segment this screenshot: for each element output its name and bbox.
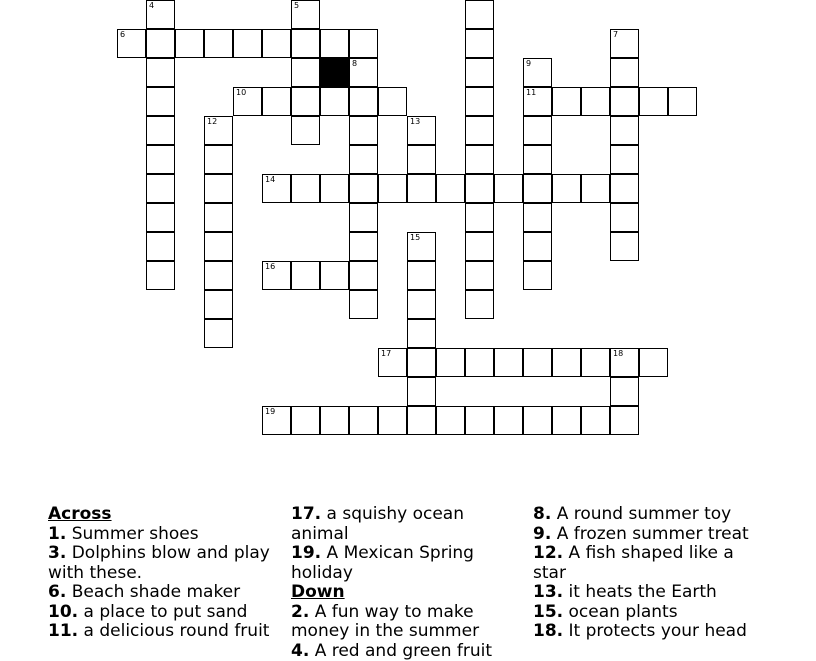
grid-cell[interactable] bbox=[407, 377, 436, 406]
grid-cell[interactable] bbox=[262, 261, 291, 290]
clue-number: 8 bbox=[352, 59, 357, 69]
grid-cell[interactable] bbox=[291, 406, 320, 435]
clue-number: 18 bbox=[613, 349, 623, 359]
grid-cell[interactable] bbox=[552, 87, 581, 116]
grid-cell[interactable] bbox=[204, 232, 233, 261]
clue-down-15: 15. ocean plants bbox=[533, 603, 768, 623]
grid-cell[interactable] bbox=[465, 406, 494, 435]
grid-cell[interactable] bbox=[146, 203, 175, 232]
grid-cell[interactable] bbox=[349, 203, 378, 232]
grid-cell[interactable] bbox=[349, 261, 378, 290]
grid-cell[interactable] bbox=[349, 87, 378, 116]
grid-cell[interactable] bbox=[465, 0, 494, 29]
grid-cell[interactable] bbox=[523, 261, 552, 290]
grid-cell[interactable] bbox=[523, 406, 552, 435]
grid-cell[interactable] bbox=[320, 87, 349, 116]
grid-cell[interactable] bbox=[639, 348, 668, 377]
grid-cell[interactable] bbox=[494, 174, 523, 203]
grid-cell[interactable] bbox=[523, 348, 552, 377]
clue-number: 11 bbox=[526, 88, 536, 98]
grid-cell[interactable] bbox=[146, 174, 175, 203]
clue-down-13: 13. it heats the Earth bbox=[533, 583, 768, 603]
grid-cell[interactable] bbox=[610, 232, 639, 261]
clues-column-1 bbox=[48, 505, 283, 642]
black-square bbox=[320, 58, 349, 87]
grid-cell[interactable] bbox=[465, 203, 494, 232]
grid-cell[interactable] bbox=[465, 290, 494, 319]
clue-number: 12 bbox=[207, 117, 217, 127]
clue-down-18: 18. It protects your head bbox=[533, 622, 768, 642]
clue-across-19: 19. A Mexican Spring holiday bbox=[291, 544, 526, 583]
grid-cell[interactable] bbox=[581, 406, 610, 435]
grid-cell[interactable] bbox=[320, 29, 349, 58]
grid-cell[interactable] bbox=[320, 406, 349, 435]
grid-cell[interactable] bbox=[639, 87, 668, 116]
grid-cell[interactable] bbox=[146, 87, 175, 116]
grid-cell[interactable] bbox=[523, 116, 552, 145]
grid-cell[interactable] bbox=[465, 145, 494, 174]
grid-cell[interactable] bbox=[204, 203, 233, 232]
grid-cell[interactable] bbox=[146, 58, 175, 87]
clue-across-3: 3. Dolphins blow and play with these. bbox=[48, 544, 283, 583]
clue-number: 16 bbox=[265, 262, 275, 272]
grid-cell[interactable] bbox=[146, 261, 175, 290]
grid-cell[interactable] bbox=[320, 261, 349, 290]
grid-cell[interactable] bbox=[320, 174, 349, 203]
grid-cell[interactable] bbox=[581, 348, 610, 377]
grid-cell[interactable] bbox=[349, 29, 378, 58]
clue-number: 10 bbox=[236, 88, 246, 98]
clue-across-1: 1. Summer shoes bbox=[48, 525, 283, 545]
clues-column-3 bbox=[533, 505, 768, 642]
grid-cell[interactable] bbox=[610, 29, 639, 58]
grid-cell[interactable] bbox=[378, 348, 407, 377]
clue-number: 4 bbox=[149, 1, 154, 11]
clue-across-6: 6. Beach shade maker bbox=[48, 583, 283, 603]
grid-cell[interactable] bbox=[291, 87, 320, 116]
grid-cell[interactable] bbox=[407, 174, 436, 203]
grid-cell[interactable] bbox=[436, 348, 465, 377]
clue-across-10: 10. a place to put sand bbox=[48, 603, 283, 623]
grid-cell[interactable] bbox=[610, 58, 639, 87]
grid-cell[interactable] bbox=[523, 232, 552, 261]
grid-cell[interactable] bbox=[436, 406, 465, 435]
grid-cell[interactable] bbox=[204, 29, 233, 58]
grid-cell[interactable] bbox=[349, 58, 378, 87]
grid-cell[interactable] bbox=[523, 203, 552, 232]
grid-cell[interactable] bbox=[146, 29, 175, 58]
grid-cell[interactable] bbox=[465, 348, 494, 377]
grid-cell[interactable] bbox=[465, 87, 494, 116]
grid-cell[interactable] bbox=[668, 87, 697, 116]
grid-cell[interactable] bbox=[349, 290, 378, 319]
clue-number: 7 bbox=[613, 30, 618, 40]
grid-cell[interactable] bbox=[146, 145, 175, 174]
clue-number: 14 bbox=[265, 175, 275, 185]
grid-cell[interactable] bbox=[465, 232, 494, 261]
grid-cell[interactable] bbox=[291, 29, 320, 58]
grid-cell[interactable] bbox=[610, 87, 639, 116]
down-heading: Down bbox=[291, 583, 526, 603]
clue-down-9: 9. A frozen summer treat bbox=[533, 525, 768, 545]
clue-across-17: 17. a squishy ocean animal bbox=[291, 505, 526, 544]
grid-cell[interactable] bbox=[610, 116, 639, 145]
grid-cell[interactable] bbox=[233, 29, 262, 58]
grid-cell[interactable] bbox=[204, 290, 233, 319]
grid-cell[interactable] bbox=[407, 290, 436, 319]
clue-number: 19 bbox=[265, 407, 275, 417]
grid-cell[interactable] bbox=[407, 348, 436, 377]
clue-number: 5 bbox=[294, 1, 299, 11]
across-heading: Across bbox=[48, 505, 283, 525]
grid-cell[interactable] bbox=[407, 232, 436, 261]
grid-cell[interactable] bbox=[494, 348, 523, 377]
grid-cell[interactable] bbox=[262, 406, 291, 435]
grid-cell[interactable] bbox=[146, 232, 175, 261]
grid-cell[interactable] bbox=[378, 174, 407, 203]
grid-cell[interactable] bbox=[262, 87, 291, 116]
grid-cell[interactable] bbox=[378, 406, 407, 435]
clue-down-4: 4. A red and green fruit bbox=[291, 642, 526, 661]
grid-cell[interactable] bbox=[204, 116, 233, 145]
grid-cell[interactable] bbox=[204, 145, 233, 174]
grid-cell[interactable] bbox=[523, 174, 552, 203]
grid-cell[interactable] bbox=[494, 406, 523, 435]
grid-cell[interactable] bbox=[291, 174, 320, 203]
grid-cell[interactable] bbox=[552, 174, 581, 203]
grid-cell[interactable] bbox=[349, 406, 378, 435]
grid-cell[interactable] bbox=[233, 87, 262, 116]
grid-cell[interactable] bbox=[436, 174, 465, 203]
grid-cell[interactable] bbox=[610, 377, 639, 406]
grid-cell[interactable] bbox=[610, 145, 639, 174]
grid-cell[interactable] bbox=[523, 145, 552, 174]
grid-cell[interactable] bbox=[291, 58, 320, 87]
clue-number: 13 bbox=[410, 117, 420, 127]
grid-cell[interactable] bbox=[204, 261, 233, 290]
grid-cell[interactable] bbox=[146, 0, 175, 29]
grid-cell[interactable] bbox=[465, 116, 494, 145]
clue-down-8: 8. A round summer toy bbox=[533, 505, 768, 525]
grid-cell[interactable] bbox=[552, 406, 581, 435]
grid-cell[interactable] bbox=[291, 0, 320, 29]
grid-cell[interactable] bbox=[204, 174, 233, 203]
grid-cell[interactable] bbox=[407, 116, 436, 145]
grid-cell[interactable] bbox=[378, 87, 407, 116]
grid-cell[interactable] bbox=[349, 232, 378, 261]
clue-down-2: 2. A fun way to make money in the summer bbox=[291, 603, 526, 642]
grid-cell[interactable] bbox=[610, 348, 639, 377]
grid-cell[interactable] bbox=[262, 174, 291, 203]
grid-cell[interactable] bbox=[407, 406, 436, 435]
grid-cell[interactable] bbox=[407, 261, 436, 290]
grid-cell[interactable] bbox=[262, 29, 291, 58]
grid-cell[interactable] bbox=[610, 203, 639, 232]
grid-cell[interactable] bbox=[610, 406, 639, 435]
grid-cell[interactable] bbox=[204, 319, 233, 348]
grid-cell[interactable] bbox=[581, 87, 610, 116]
grid-cell[interactable] bbox=[465, 29, 494, 58]
clue-number: 6 bbox=[120, 30, 125, 40]
grid-cell[interactable] bbox=[175, 29, 204, 58]
grid-cell[interactable] bbox=[349, 174, 378, 203]
grid-cell[interactable] bbox=[407, 319, 436, 348]
grid-cell[interactable] bbox=[552, 348, 581, 377]
grid-cell[interactable] bbox=[465, 58, 494, 87]
grid-cell[interactable] bbox=[349, 145, 378, 174]
grid-cell[interactable] bbox=[581, 174, 610, 203]
grid-cell[interactable] bbox=[465, 174, 494, 203]
grid-cell[interactable] bbox=[117, 29, 146, 58]
grid-cell[interactable] bbox=[146, 116, 175, 145]
grid-cell[interactable] bbox=[349, 116, 378, 145]
grid-cell[interactable] bbox=[523, 87, 552, 116]
grid-cell[interactable] bbox=[465, 261, 494, 290]
clues-column-2 bbox=[291, 505, 526, 661]
clue-across-11: 11. a delicious round fruit bbox=[48, 622, 283, 642]
grid-cell[interactable] bbox=[407, 145, 436, 174]
grid-cell[interactable] bbox=[291, 116, 320, 145]
grid-cell[interactable] bbox=[523, 58, 552, 87]
clue-number: 17 bbox=[381, 349, 391, 359]
grid-cell[interactable] bbox=[291, 261, 320, 290]
clue-number: 9 bbox=[526, 59, 531, 69]
clue-down-12: 12. A fish shaped like a star bbox=[533, 544, 768, 583]
grid-cell[interactable] bbox=[610, 174, 639, 203]
clue-number: 15 bbox=[410, 233, 420, 243]
